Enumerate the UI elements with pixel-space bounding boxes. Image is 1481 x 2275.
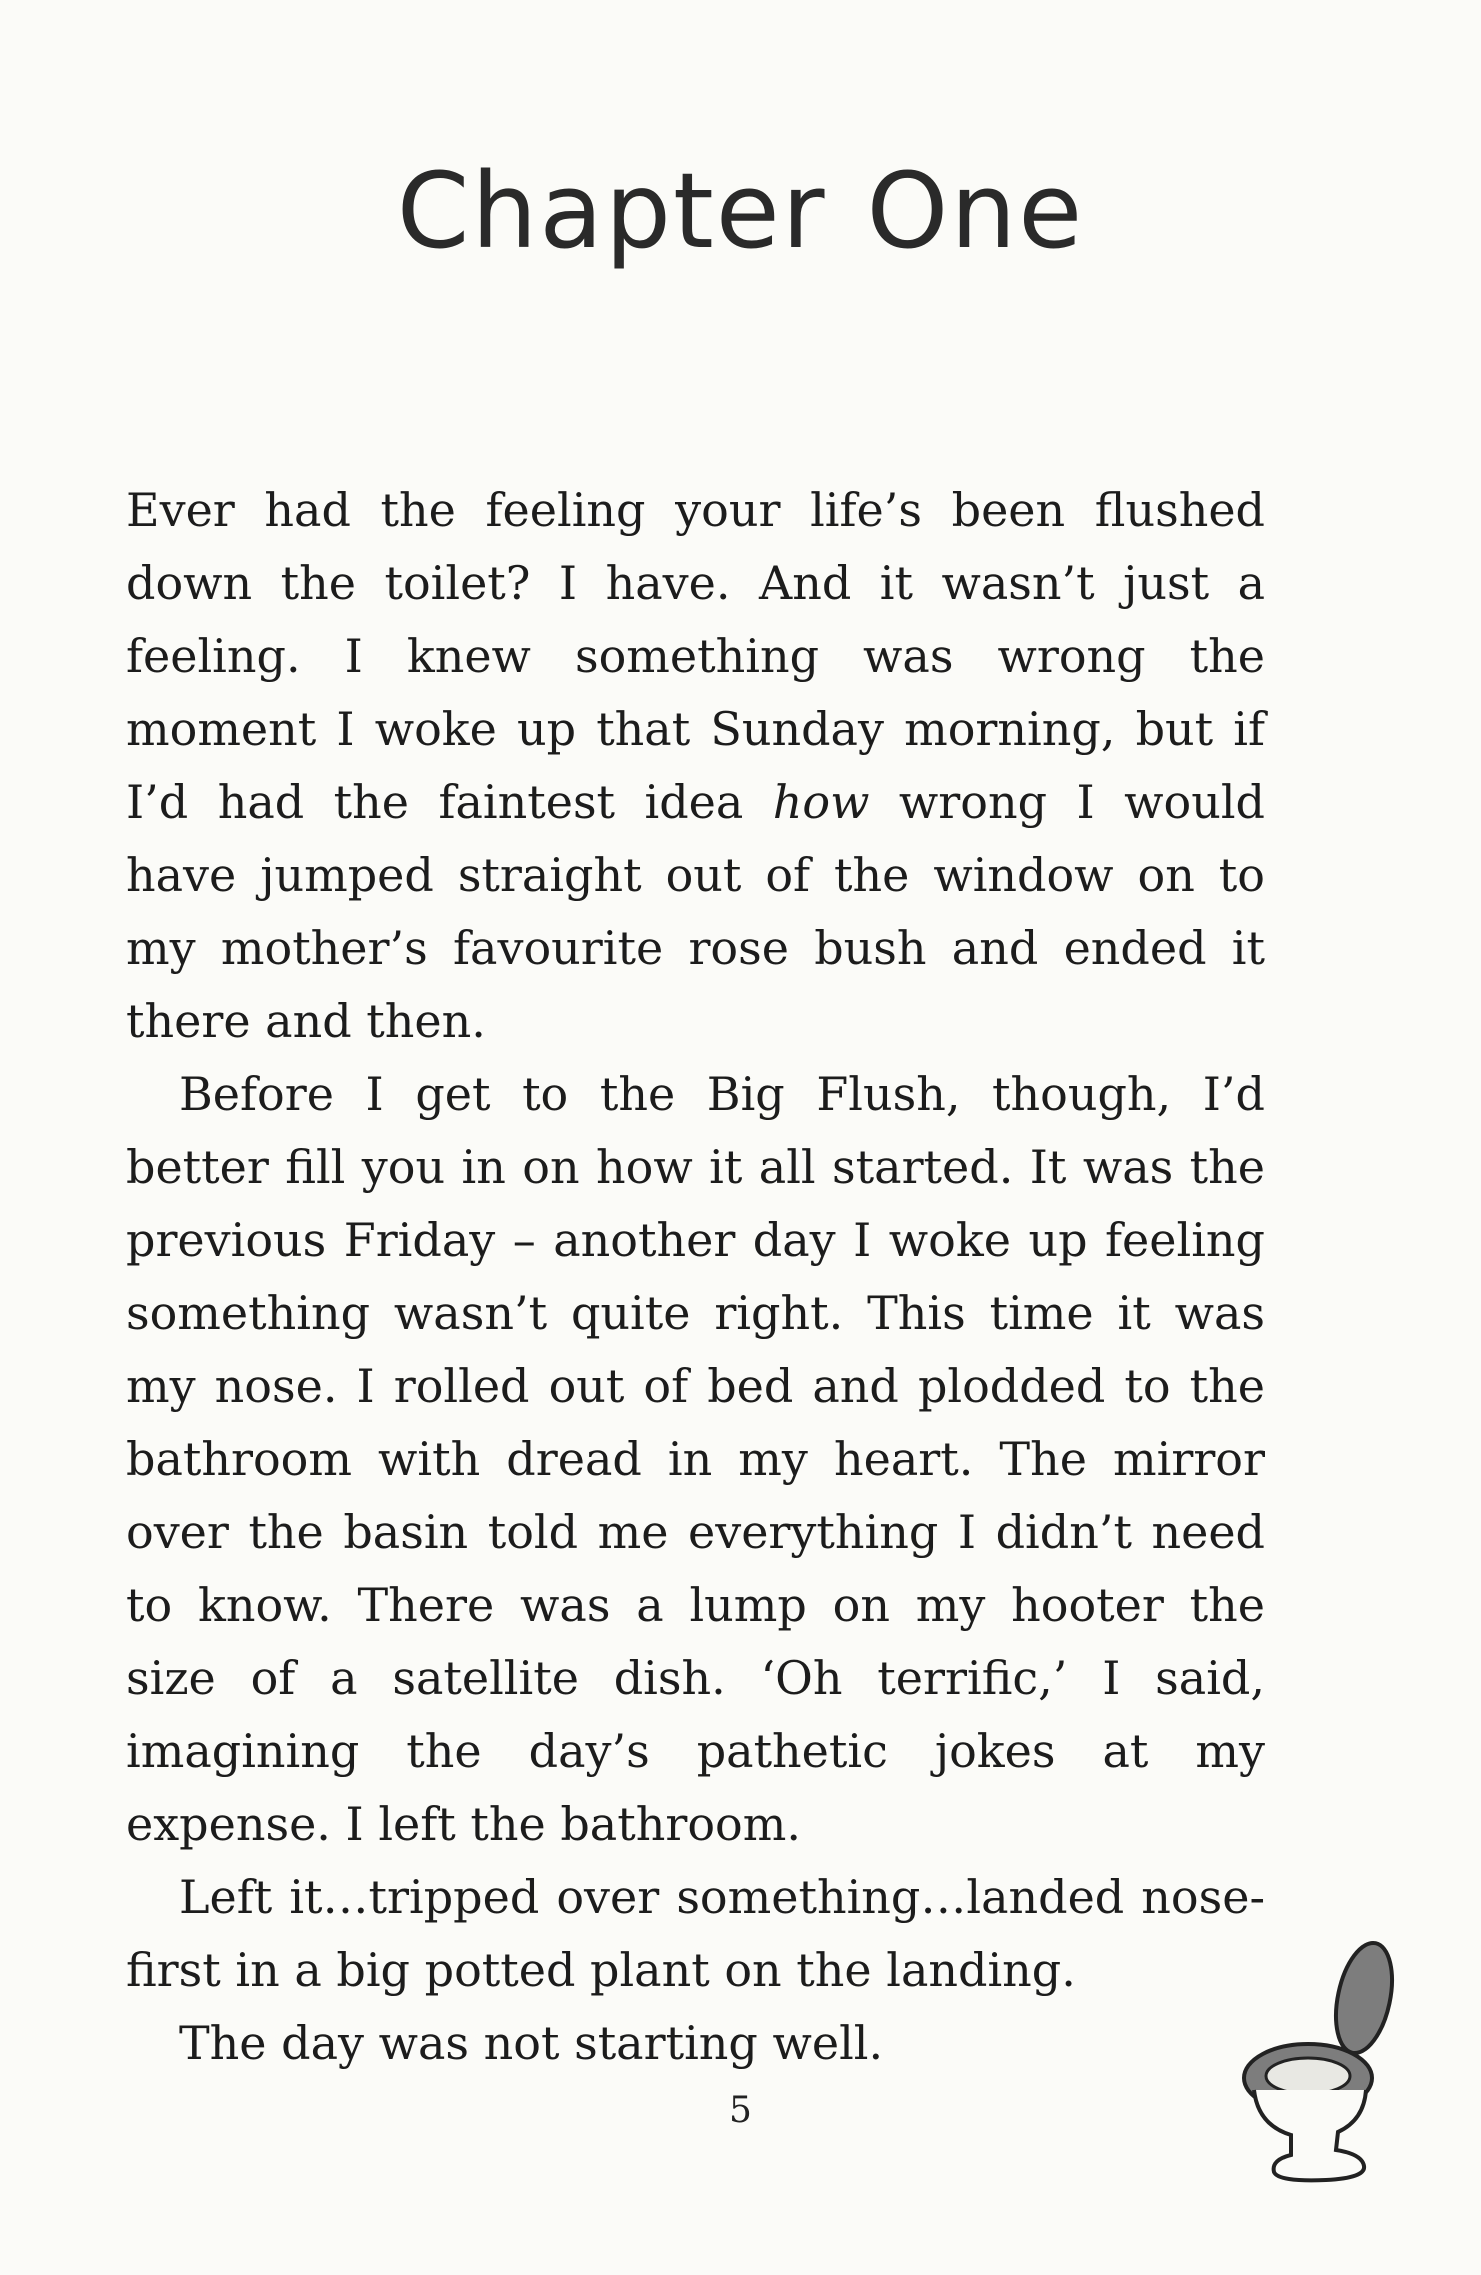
page-number: 5 — [729, 2090, 752, 2131]
paragraph-4: The day was not starting well. — [179, 2016, 884, 2070]
paragraph-1 — [126, 474, 1265, 1058]
paragraph-3: Left it…tripped over something…landed nose-first in a big potted plant on the landing. — [126, 1870, 1265, 1997]
chapter-body — [126, 474, 1265, 2080]
paragraph-2: Before I get to the Big Flush, though, I’d better fill you in on how it all started. It was the previous Friday – another day I woke up feeling something wasn’t quite right. This time it was my nose. I rolled out of bed and plodded to the bathroom with dread in my heart. The mirror over the basin told me everything I didn’t need to know. There was a lump on my hooter the size of a satellite dish. ‘Oh terrific,’ I said, imagining the day’s pathetic jokes at my expense. I left the bathroom. — [126, 1067, 1265, 1851]
chapter-title-word-1: Chapter — [396, 150, 827, 272]
chapter-title — [0, 150, 1481, 272]
paragraph-1-text-before: Ever had the feeling your life’s been flushed down the toilet? I have. And it wasn’t just a feeling. I knew something was wrong the moment I woke up that Sunday morning, but if I’d had the faintest idea — [126, 483, 1265, 829]
chapter-title-word-2: One — [866, 150, 1085, 272]
toilet-icon — [1236, 1940, 1416, 2185]
paragraph-1-emphasis: how — [772, 775, 870, 829]
paragraph-1-text-after: wrong I would have jumped straight out of the window on to my mother’s favourite rose bush and ended it there and then. — [126, 775, 1265, 1048]
